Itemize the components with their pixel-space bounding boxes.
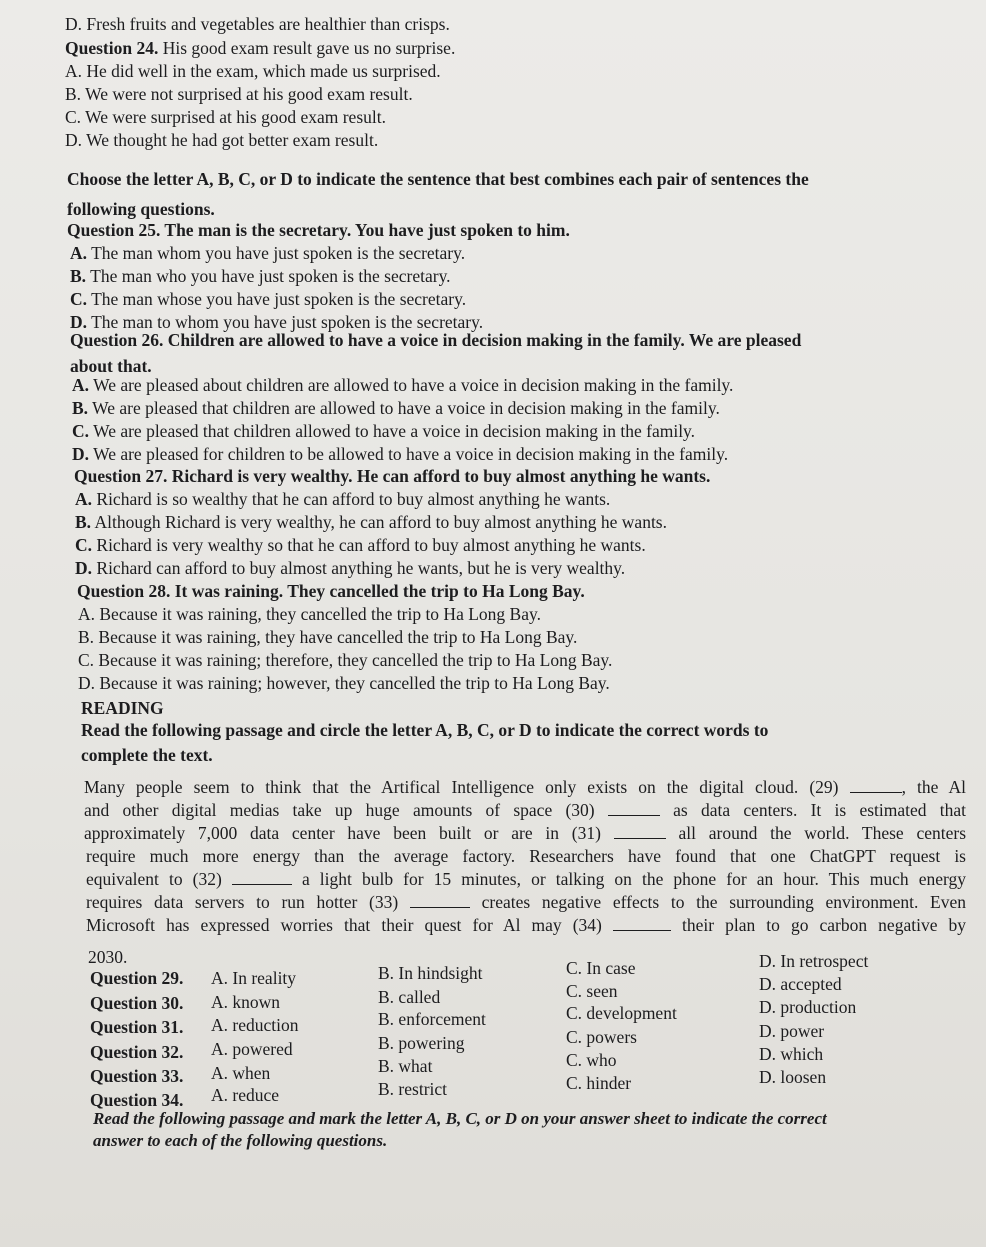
q24-option-c: C. We were surprised at his good exam result. bbox=[65, 107, 386, 127]
q34-option-a: A. reduce bbox=[211, 1085, 280, 1105]
q27-option-b: B. Although Richard is very wealthy, he can afford to buy almost anything he wants. bbox=[75, 512, 667, 532]
final-instruction-line2: answer to each of the following questions. bbox=[93, 1131, 388, 1150]
final-instruction-line1: Read the following passage and mark the letter A, B, C, or D on your answer sheet to indicate the correct bbox=[93, 1109, 827, 1128]
blank-29 bbox=[850, 778, 902, 793]
blank-34 bbox=[613, 916, 671, 931]
q24-stem-text: His good exam result gave us no surprise. bbox=[162, 38, 456, 58]
q27-option-c: C. Richard is very wealthy so that he can afford to buy almost anything he wants. bbox=[75, 535, 646, 555]
q23-option-d: D. Fresh fruits and vegetables are healthier than crisps. bbox=[65, 14, 450, 34]
passage-line-3: approximately 7,000 data center have been built or are in (31) all around the world. These centers bbox=[84, 823, 967, 843]
q26-option-a: A. We are pleased about children are allowed to have a voice in decision making in the family. bbox=[72, 375, 734, 395]
q29-option-d: D. In retrospect bbox=[759, 951, 869, 971]
q28-stem: Question 28. It was raining. They cancelled the trip to Ha Long Bay. bbox=[77, 581, 585, 601]
q28-option-a: A. Because it was raining, they cancelled the trip to Ha Long Bay. bbox=[78, 604, 541, 624]
passage-line-6: requires data servers to run hotter (33) creates negative effects to the surrounding environment. Even bbox=[86, 892, 967, 912]
q33-option-d: D. which bbox=[759, 1044, 824, 1064]
q32-option-c: C. powers bbox=[566, 1027, 637, 1047]
q25-stem: Question 25. The man is the secretary. You have just spoken to him. bbox=[67, 220, 570, 240]
reading-heading: READING bbox=[81, 698, 164, 718]
q33-label: Question 33. bbox=[90, 1066, 184, 1086]
q24-option-b: B. We were not surprised at his good exam result. bbox=[65, 84, 413, 104]
passage-line-8: 2030. bbox=[88, 947, 128, 967]
q34-option-b: B. restrict bbox=[378, 1079, 448, 1099]
q24-option-a: A. He did well in the exam, which made us surprised. bbox=[65, 61, 441, 81]
reading-instruction-line2: complete the text. bbox=[81, 745, 213, 765]
passage-line-7: Microsoft has expressed worries that their quest for Al may (34) their plan to go carbon negative by bbox=[86, 915, 967, 935]
q31-option-a: A. reduction bbox=[211, 1015, 299, 1035]
combine-instruction-line2: following questions. bbox=[67, 199, 215, 219]
passage-line-2: and other digital medias take up huge amounts of space (30) as data centers. It is estimated that bbox=[84, 800, 967, 820]
q27-stem: Question 27. Richard is very wealthy. He can afford to buy almost anything he wants. bbox=[74, 466, 711, 486]
q30-option-a: A. known bbox=[211, 992, 281, 1012]
blank-30 bbox=[608, 801, 660, 816]
q26-option-b: B. We are pleased that children are allowed to have a voice in decision making in the family. bbox=[72, 398, 720, 418]
q34-label: Question 34. bbox=[90, 1090, 184, 1110]
q25-option-a: A. The man whom you have just spoken is the secretary. bbox=[70, 243, 466, 263]
q27-option-a: A. Richard is so wealthy that he can afford to buy almost anything he wants. bbox=[75, 489, 611, 509]
blank-31 bbox=[614, 824, 666, 839]
q33-option-b: B. what bbox=[378, 1056, 433, 1076]
q30-option-d: D. accepted bbox=[759, 974, 842, 994]
q34-option-d: D. loosen bbox=[759, 1067, 827, 1087]
q29-option-b: B. In hindsight bbox=[378, 963, 483, 983]
q32-option-b: B. powering bbox=[378, 1033, 465, 1053]
q32-option-a: A. powered bbox=[211, 1039, 293, 1059]
q28-option-b: B. Because it was raining, they have cancelled the trip to Ha Long Bay. bbox=[78, 627, 578, 647]
passage-line-5: equivalent to (32) a light bulb for 15 minutes, or talking on the phone for an hour. This much energy bbox=[86, 869, 967, 889]
q28-option-c: C. Because it was raining; therefore, they cancelled the trip to Ha Long Bay. bbox=[78, 650, 613, 670]
q25-option-c: C. The man whose you have just spoken is the secretary. bbox=[70, 289, 467, 309]
combine-instruction-line1: Choose the letter A, B, C, or D to indicate the sentence that best combines each pair of sentences the bbox=[67, 169, 809, 189]
q26-stem-line2: about that. bbox=[70, 356, 152, 376]
q31-option-d: D. production bbox=[759, 997, 857, 1017]
q25-option-d: D. The man to whom you have just spoken is the secretary. bbox=[70, 312, 484, 332]
q26-option-d: D. We are pleased for children to be allowed to have a voice in decision making in the family. bbox=[72, 444, 729, 464]
q31-option-c: C. development bbox=[566, 1003, 677, 1023]
blank-32 bbox=[232, 870, 292, 885]
q26-stem-line1: Question 26. Children are allowed to have a voice in decision making in the family. We are pleased bbox=[70, 330, 802, 350]
q33-option-a: A. when bbox=[211, 1063, 271, 1083]
q27-option-d: D. Richard can afford to buy almost anything he wants, but he is very wealthy. bbox=[75, 558, 626, 578]
q29-option-c: C. In case bbox=[566, 958, 636, 978]
q30-option-c: C. seen bbox=[566, 981, 618, 1001]
q24-label: Question 24. bbox=[65, 38, 159, 58]
q29-option-a: A. In reality bbox=[211, 968, 297, 988]
q34-option-c: C. hinder bbox=[566, 1073, 632, 1093]
passage-line-1: Many people seem to think that the Artifical Intelligence only exists on the digital cloud. (29) , the Al bbox=[84, 777, 966, 797]
q24-option-d: D. We thought he had got better exam result. bbox=[65, 130, 379, 150]
q28-option-d: D. Because it was raining; however, they cancelled the trip to Ha Long Bay. bbox=[78, 673, 610, 693]
q32-label: Question 32. bbox=[90, 1042, 184, 1062]
q33-option-c: C. who bbox=[566, 1050, 617, 1070]
q26-option-c: C. We are pleased that children allowed to have a voice in decision making in the family. bbox=[72, 421, 696, 441]
q24-stem bbox=[65, 37, 455, 59]
q30-option-b: B. called bbox=[378, 987, 441, 1007]
q29-label: Question 29. bbox=[90, 968, 184, 988]
blank-33 bbox=[410, 893, 470, 908]
reading-instruction-line1: Read the following passage and circle the letter A, B, C, or D to indicate the correct words to bbox=[81, 720, 769, 740]
q32-option-d: D. power bbox=[759, 1021, 825, 1041]
q31-option-b: B. enforcement bbox=[378, 1009, 486, 1029]
q31-label: Question 31. bbox=[90, 1017, 184, 1037]
passage-line-4: require much more energy than the average factory. Researchers have found that one ChatGPT request is bbox=[86, 846, 966, 866]
q30-label: Question 30. bbox=[90, 993, 184, 1013]
q25-option-b: B. The man who you have just spoken is the secretary. bbox=[70, 266, 451, 286]
